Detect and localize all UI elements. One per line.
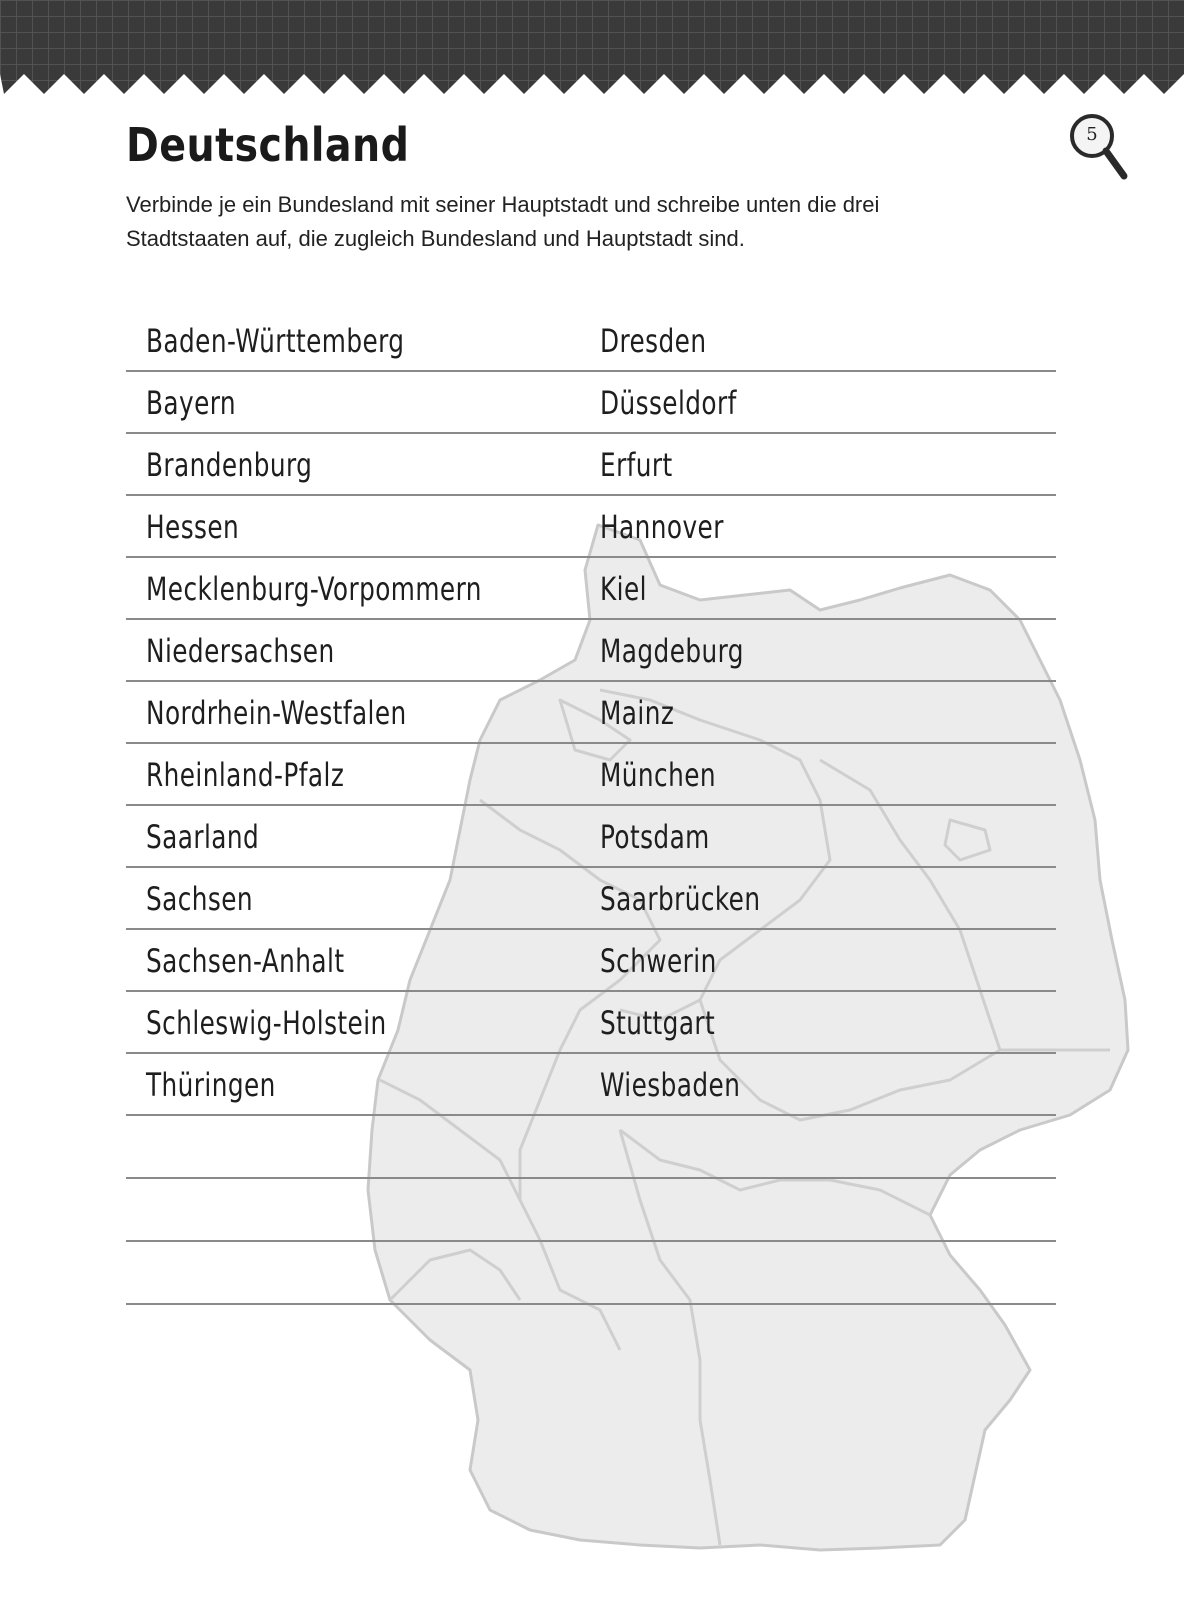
capital-name: Hannover (600, 508, 724, 546)
page-number-badge (1068, 110, 1148, 190)
table-row (126, 310, 1056, 372)
table-row (126, 434, 1056, 496)
answer-line[interactable] (126, 1242, 1056, 1305)
capital-name: Wiesbaden (600, 1066, 741, 1104)
table-row (126, 372, 1056, 434)
answer-line[interactable] (126, 1116, 1056, 1179)
capital-name: München (600, 756, 717, 794)
capital-name: Magdeburg (600, 632, 744, 670)
state-name: Niedersachsen (146, 632, 335, 670)
table-row (126, 744, 1056, 806)
page-title: Deutschland (126, 118, 410, 172)
capital-name: Potsdam (600, 818, 710, 856)
state-name: Mecklenburg-Vorpommern (146, 570, 482, 608)
capital-name: Dresden (600, 322, 707, 360)
state-name: Brandenburg (146, 446, 313, 484)
page-number: 5 (1086, 124, 1098, 145)
table-row (126, 992, 1056, 1054)
table-row (126, 558, 1056, 620)
capital-name: Schwerin (600, 942, 717, 980)
state-name: Rheinland-Pfalz (146, 756, 345, 794)
instructions-text: Verbinde je ein Bundesland mit seiner Hauptstadt und schreibe unten die drei Stadtstaaten auf, die zugleich Bundesland und Hauptstadt sind. (126, 192, 880, 251)
answer-line[interactable] (126, 1179, 1056, 1242)
state-name: Saarland (146, 818, 260, 856)
capital-name: Saarbrücken (600, 880, 761, 918)
table-row (126, 868, 1056, 930)
state-name: Sachsen (146, 880, 254, 918)
table-row (126, 496, 1056, 558)
magnifier-icon (1068, 110, 1148, 190)
table-row (126, 806, 1056, 868)
state-name: Thüringen (146, 1066, 276, 1104)
state-name: Nordrhein-Westfalen (146, 694, 407, 732)
state-name: Hessen (146, 508, 240, 546)
table-row (126, 682, 1056, 744)
state-name: Baden-Württemberg (146, 322, 405, 360)
state-name: Schleswig-Holstein (146, 1004, 387, 1042)
state-name: Sachsen-Anhalt (146, 942, 345, 980)
capital-name: Düsseldorf (600, 384, 737, 422)
capital-name: Mainz (600, 694, 675, 732)
worksheet-table (126, 310, 1056, 1305)
table-row (126, 1054, 1056, 1116)
capital-name: Kiel (600, 570, 647, 608)
state-name: Bayern (146, 384, 237, 422)
capital-name: Stuttgart (600, 1004, 716, 1042)
table-row (126, 620, 1056, 682)
table-row (126, 930, 1056, 992)
capital-name: Erfurt (600, 446, 673, 484)
